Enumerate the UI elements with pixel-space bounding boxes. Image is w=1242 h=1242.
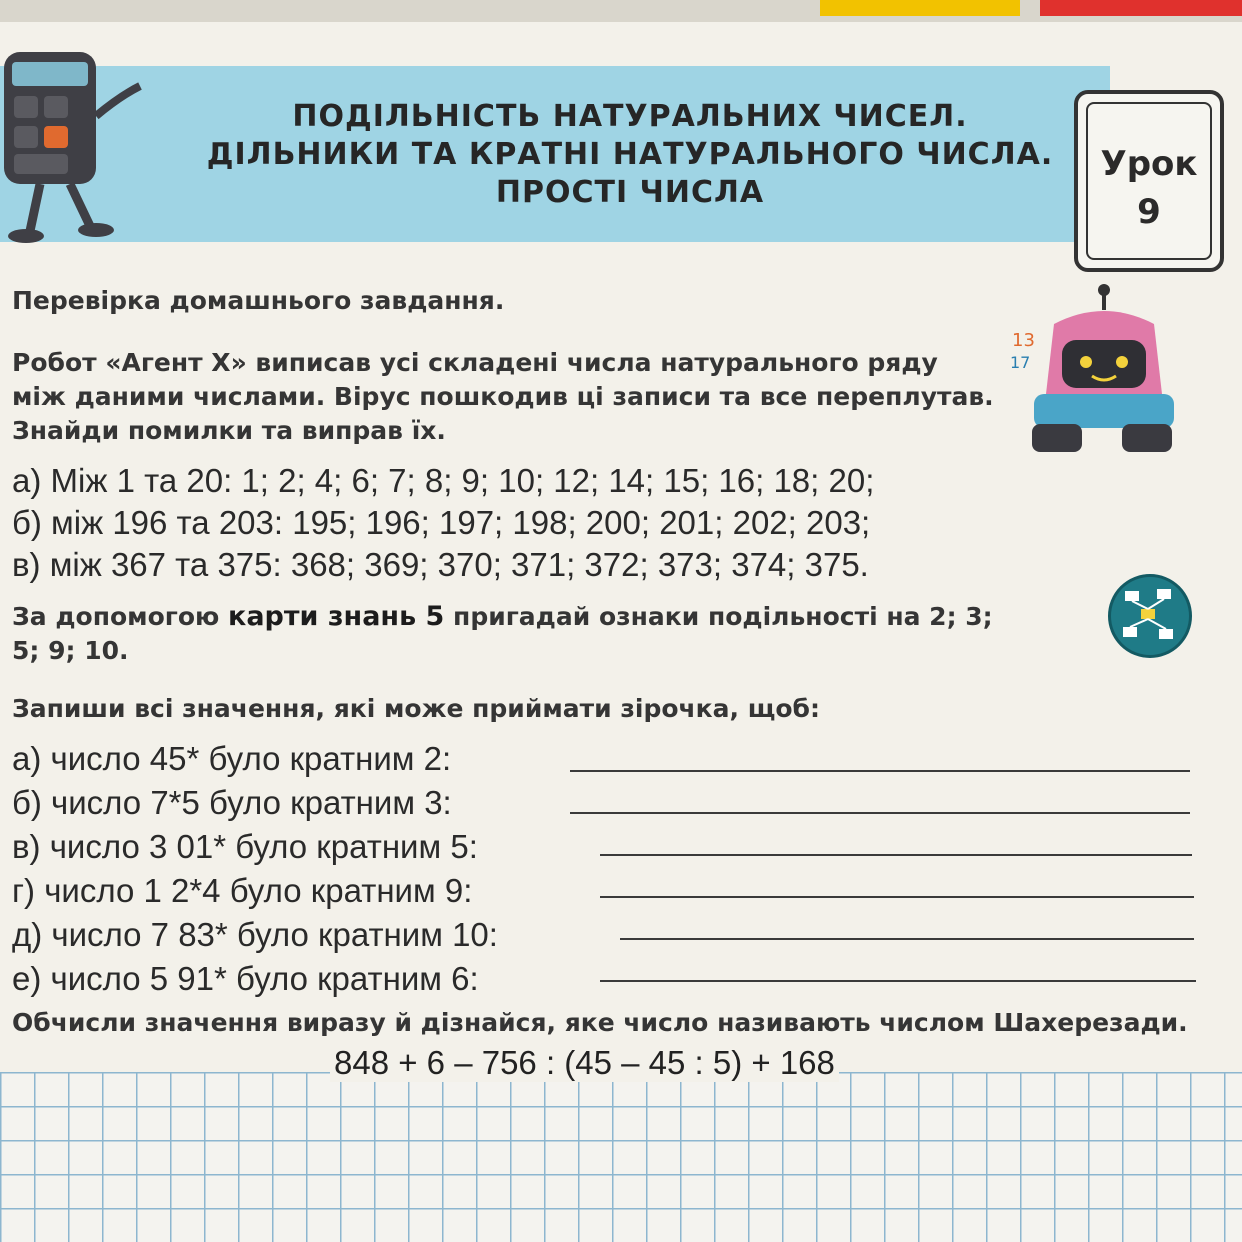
star-item-d: г) число 1 2*4 було кратним 9: (12, 872, 473, 909)
star-item-b: б) число 7*5 було кратним 3: (12, 784, 452, 821)
knowledge-map-icon (1108, 574, 1192, 658)
red-tape (1040, 0, 1242, 16)
homework-item-a: а) Між 1 та 20: 1; 2; 4; 6; 7; 8; 9; 10; 12; 14; 15; 16; 18; 20; (12, 462, 875, 499)
knowledge-map-line-2: 5; 9; 10. (12, 636, 129, 665)
homework-heading: Перевірка домашнього завдання. (12, 286, 505, 315)
homework-item-b: б) між 196 та 203: 195; 196; 197; 198; 200; 201; 202; 203; (12, 504, 871, 541)
expression: 848 + 6 – 756 : (45 – 45 : 5) + 168 (330, 1044, 839, 1082)
lesson-title (150, 98, 1110, 212)
star-item-e: д) число 7 83* було кратним 10: (12, 916, 498, 953)
svg-text:13: 13 (1012, 330, 1035, 351)
answer-line-f[interactable] (600, 980, 1196, 982)
star-item-c: в) число 3 01* було кратним 5: (12, 828, 478, 865)
lesson-badge (1074, 90, 1224, 272)
lesson-label: Урок (1100, 144, 1198, 184)
homework-line-1: Робот «Агент Х» виписав усі складені числа натурального ряду (12, 348, 938, 377)
knowledge-map-line-1 (12, 600, 993, 633)
yellow-tape (820, 0, 1020, 16)
svg-text:17: 17 (1010, 353, 1031, 372)
calculator-mascot-icon (0, 46, 150, 246)
star-item-f: е) число 5 91* було кратним 6: (12, 960, 479, 997)
answer-line-b[interactable] (570, 812, 1190, 814)
compute-task-heading: Обчисли значення виразу й дізнайся, яке число називають числом Шахерезади. (12, 1008, 1188, 1037)
knowledge-map-post: пригадай ознаки подільності на 2; 3; (444, 602, 993, 631)
homework-line-2: між даними числами. Вірус пошкодив ці записи та все переплутав. (12, 382, 994, 411)
robot-mascot-icon (1004, 284, 1176, 454)
homework-item-c: в) між 367 та 375: 368; 369; 370; 371; 372; 373; 374; 375. (12, 546, 869, 583)
knowledge-map-bold: карти знань 5 (228, 601, 445, 632)
answer-line-d[interactable] (600, 896, 1194, 898)
answer-line-a[interactable] (570, 770, 1190, 772)
title-line-1: ПОДІЛЬНІСТЬ НАТУРАЛЬНИХ ЧИСЕЛ. (292, 99, 968, 134)
lesson-number: 9 (1137, 192, 1161, 232)
grid-answer-area[interactable] (0, 1072, 1242, 1242)
knowledge-map-pre: За допомогою (12, 602, 229, 631)
answer-line-e[interactable] (620, 938, 1194, 940)
top-strip (0, 0, 1242, 22)
star-task-heading: Запиши всі значення, які може приймати зірочка, щоб: (12, 694, 820, 723)
star-item-a: а) число 45* було кратним 2: (12, 740, 452, 777)
title-line-3: ПРОСТІ ЧИСЛА (495, 175, 765, 210)
title-line-2: ДІЛЬНИКИ ТА КРАТНІ НАТУРАЛЬНОГО ЧИСЛА. (206, 137, 1054, 172)
answer-line-c[interactable] (600, 854, 1192, 856)
homework-line-3: Знайди помилки та виправ їх. (12, 416, 446, 445)
